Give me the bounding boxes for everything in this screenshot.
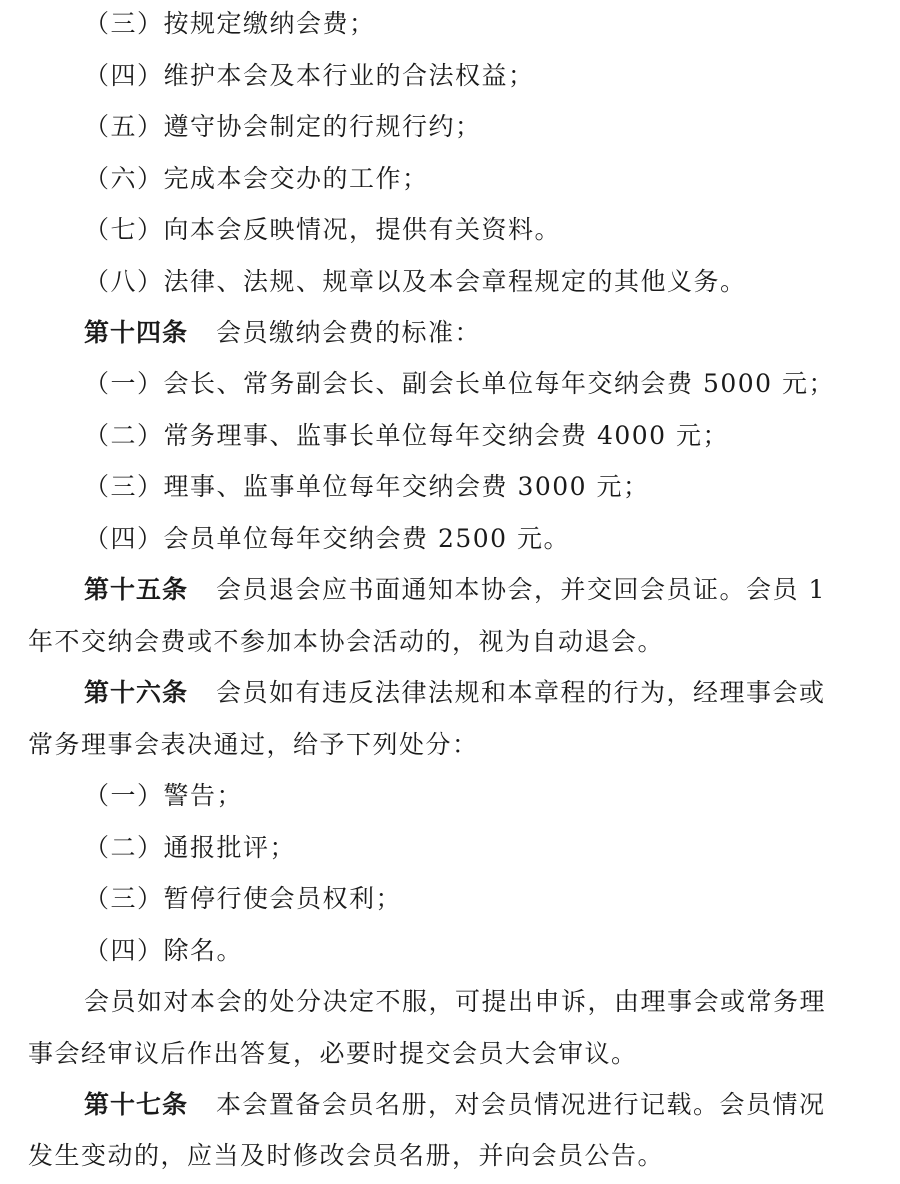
article-16-heading: 第十六条 [84,678,189,707]
article-14 [84,316,481,350]
penalty-item-1: （一）警告； [84,781,244,810]
fee-item-4: （四）会员单位每年交纳会费 2500 元。 [84,524,571,553]
fee-item-2: （二）常务理事、监事长单位每年交纳会费 4000 元； [84,421,730,450]
article-17-text: 本会置备会员名册，对会员情况进行记载。会员情况 [216,1090,826,1119]
article-17-line-1 [84,1088,826,1122]
article-16-line-1 [84,676,826,710]
article-15-line-1 [84,573,826,607]
obligation-item-3: （三）按规定缴纳会费； [84,9,376,38]
appeal-line-1: 会员如对本会的处分决定不服，可提出申诉，由理事会或常务理 [84,987,827,1016]
article-17-line-2: 发生变动的，应当及时修改会员名册，并向会员公告。 [28,1141,665,1170]
fee-item-3: （三）理事、监事单位每年交纳会费 3000 元； [84,472,650,501]
article-15-text: 会员退会应书面通知本协会，并交回会员证。会员 1 [216,575,826,604]
article-15-line-2: 年不交纳会费或不参加本协会活动的，视为自动退会。 [28,627,665,656]
obligation-item-8: （八）法律、法规、规章以及本会章程规定的其他义务。 [84,267,747,296]
obligation-item-6: （六）完成本会交办的工作； [84,164,429,193]
penalty-item-3: （三）暂停行使会员权利； [84,884,403,913]
article-16-text: 会员如有违反法律法规和本章程的行为，经理事会或 [216,678,826,707]
obligation-item-7: （七）向本会反映情况，提供有关资料。 [84,215,562,244]
article-15-heading: 第十五条 [84,575,189,604]
fee-item-1: （一）会长、常务副会长、副会长单位每年交纳会费 5000 元； [84,369,836,398]
penalty-item-4: （四）除名。 [84,936,244,965]
article-14-text: 会员缴纳会费的标准： [216,318,482,347]
appeal-line-2: 事会经审议后作出答复，必要时提交会员大会审议。 [28,1039,638,1068]
penalty-item-2: （二）通报批评； [84,833,297,862]
obligation-item-4: （四）维护本会及本行业的合法权益； [84,61,535,90]
article-14-heading: 第十四条 [84,318,189,347]
article-17-heading: 第十七条 [84,1090,189,1119]
obligation-item-5: （五）遵守协会制定的行规行约； [84,112,482,141]
article-16-line-2: 常务理事会表决通过，给予下列处分： [28,730,479,759]
